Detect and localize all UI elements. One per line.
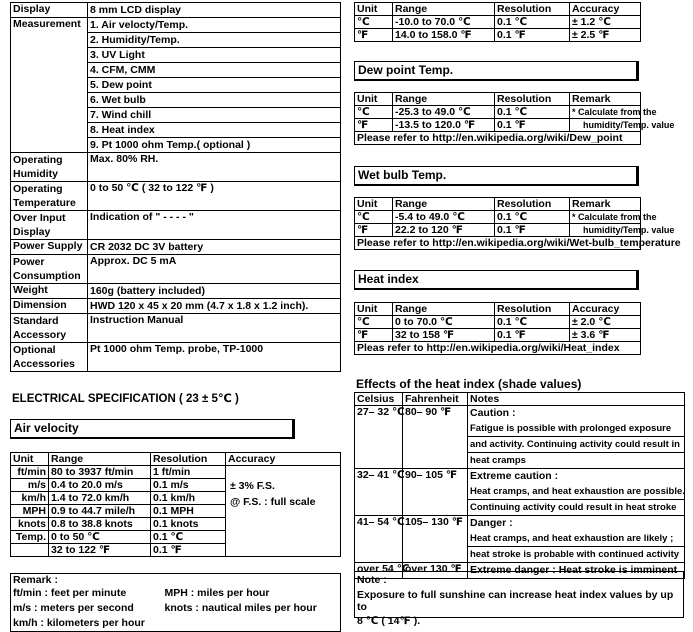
table-cell: ± 2.5 ℉ xyxy=(570,29,641,42)
table-cell: ℃ xyxy=(355,211,393,224)
table-cell: humidity/Temp. value xyxy=(570,224,641,237)
table-cell: 0.1 ℃ xyxy=(495,316,570,329)
spec-value: 2. Humidity/Temp. xyxy=(88,33,341,48)
spec-value: 8. Heat index xyxy=(88,123,341,138)
table-cell: ft/min xyxy=(11,466,49,479)
spec-label: Operating Humidity xyxy=(11,153,88,182)
table-cell: -13.5 to 120.0 ℉ xyxy=(393,119,495,132)
remark-row xyxy=(11,601,341,616)
table-cell: humidity/Temp. value xyxy=(570,119,641,132)
heat-index-title: Heat index xyxy=(354,270,639,290)
table-row xyxy=(355,16,641,29)
table-cell: 0.1 MPH xyxy=(151,505,226,518)
table-cell: 0.1 ℉ xyxy=(495,29,570,42)
spec-row xyxy=(11,182,341,211)
table-cell: 0.1 ℉ xyxy=(495,119,570,132)
fahrenheit-cell: 80– 90 ℉ xyxy=(403,406,468,469)
spec-value: Instruction Manual xyxy=(88,314,341,343)
table-cell: ℉ xyxy=(355,224,393,237)
spec-label: Display xyxy=(11,3,88,18)
dew-point-title: Dew point Temp. xyxy=(354,61,639,81)
remark-text: MPH : miles per hour xyxy=(164,587,270,599)
accuracy-cell xyxy=(226,466,341,557)
reference-link-text: Please refer to http://en.wikipedia.org/wiki/Dew_point xyxy=(355,132,641,145)
spec-value: Approx. DC 5 mA xyxy=(88,255,341,284)
table-cell: ℃ xyxy=(355,316,393,329)
spec-value: 0 to 50 ℃ ( 32 to 122 ℉ ) xyxy=(88,182,341,211)
column-header: Accuracy xyxy=(570,3,641,16)
spec-value: HWD 120 x 45 x 20 mm (4.7 x 1.8 x 1.2 inch). xyxy=(88,299,341,314)
table-cell: -10.0 to 70.0 ℃ xyxy=(393,16,495,29)
table-cell: 0.1 ℃ xyxy=(151,531,226,544)
reference-link-text: Pleas refer to http://en.wikipedia.org/wiki/Heat_index xyxy=(355,342,641,355)
spec-value: 4. CFM, CMM xyxy=(88,63,341,78)
spec-value: Indication of " - - - - " xyxy=(88,211,341,240)
spec-value: CR 2032 DC 3V battery xyxy=(88,240,341,255)
effects-note-label: Note : xyxy=(357,574,387,586)
table-cell: 0.1 ℉ xyxy=(495,329,570,342)
table-cell: knots xyxy=(11,518,49,531)
table-cell: 32 to 158 ℉ xyxy=(393,329,495,342)
spec-value: 7. Wind chill xyxy=(88,108,341,123)
effects-note xyxy=(354,571,684,627)
table-cell: MPH xyxy=(11,505,49,518)
column-header: Unit xyxy=(11,453,49,466)
table-cell: 1.4 to 72.0 km/h xyxy=(49,492,151,505)
note-heading: Extreme caution : xyxy=(470,470,559,482)
column-header: Resolution xyxy=(151,453,226,466)
table-cell: * Calculate from the xyxy=(570,106,641,119)
table-row xyxy=(355,329,641,342)
note-line: heat cramps xyxy=(470,455,526,466)
notes-cell xyxy=(468,406,685,469)
header-row xyxy=(355,93,641,106)
spec-row xyxy=(11,314,341,343)
table-row xyxy=(355,316,641,329)
reference-link-text: Please refer to http://en.wikipedia.org/wiki/Wet-bulb_temperature xyxy=(355,237,641,250)
table-cell: 0.1 ℉ xyxy=(495,224,570,237)
remark-label: Remark : xyxy=(13,574,58,586)
notes-cell xyxy=(468,469,685,516)
table-cell: m/s xyxy=(11,479,49,492)
spec-value: Max. 80% RH. xyxy=(88,153,341,182)
fahrenheit-cell: 90– 105 ℉ xyxy=(403,469,468,516)
table-cell: ℃ xyxy=(355,16,393,29)
column-header: Remark xyxy=(570,93,641,106)
note-line: and activity. Continuing activity could result in xyxy=(468,437,684,453)
effects-note-line-2: 8 ℃ ( 14℉ ). xyxy=(357,615,421,627)
refer-row xyxy=(355,132,641,145)
table-cell: 32 to 122 ℉ xyxy=(49,544,151,557)
remark-text: m/s : meters per second xyxy=(13,602,134,614)
table-cell: ± 3.6 ℉ xyxy=(570,329,641,342)
celsius-cell: over 54 ℃ xyxy=(355,563,403,579)
header-row xyxy=(355,3,641,16)
column-header: Accuracy xyxy=(226,453,341,466)
column-header: Unit xyxy=(355,3,393,16)
table-cell: 0.1 ℃ xyxy=(495,16,570,29)
table-row xyxy=(355,119,641,132)
temp-table xyxy=(354,2,641,42)
table-cell: 0.1 ℉ xyxy=(151,544,226,557)
table-cell: 0.1 knots xyxy=(151,518,226,531)
table-cell: 14.0 to 158.0 ℉ xyxy=(393,29,495,42)
refer-row xyxy=(355,342,641,355)
notes-cell xyxy=(468,516,685,563)
spec-value: 8 mm LCD display xyxy=(88,3,341,18)
note-heading: Extreme danger : Heat stroke is imminent xyxy=(470,564,678,576)
spec-value: 3. UV Light xyxy=(88,48,341,63)
note-line: Heat cramps, and heat exhaustion are possible. xyxy=(468,484,684,500)
table-cell: 0.1 m/s xyxy=(151,479,226,492)
accuracy-value: ± 3% F.S. xyxy=(230,480,275,492)
note-line: Continuing activity could result in heat stroke xyxy=(470,502,677,513)
wet-bulb-title: Wet bulb Temp. xyxy=(354,166,639,186)
column-header: Resolution xyxy=(495,198,570,211)
accuracy-note: @ F.S. : full scale xyxy=(230,496,316,508)
column-header: Accuracy xyxy=(570,303,641,316)
fahrenheit-cell: 105– 130 ℉ xyxy=(403,516,468,563)
table-cell: ℉ xyxy=(355,119,393,132)
note-heading: Caution : xyxy=(470,407,516,419)
column-header: Range xyxy=(393,303,495,316)
spec-label: Power Supply xyxy=(11,240,88,255)
air-velocity-table xyxy=(10,452,341,557)
table-cell xyxy=(11,544,49,557)
spec-row xyxy=(11,284,341,299)
column-header: Celsius xyxy=(355,393,403,406)
table-cell: 1 ft/min xyxy=(151,466,226,479)
table-cell: 0.9 to 44.7 mile/h xyxy=(49,505,151,518)
header-row xyxy=(355,393,685,406)
table-cell: 0.1 km/h xyxy=(151,492,226,505)
table-row xyxy=(355,224,641,237)
air-velocity-title: Air velocity xyxy=(10,419,295,439)
effects-title: Effects of the heat index (shade values) xyxy=(356,377,582,391)
column-header: Resolution xyxy=(495,93,570,106)
spec-value: 9. Pt 1000 ohm Temp.( optional ) xyxy=(88,138,341,153)
table-cell: 0.1 ℃ xyxy=(495,211,570,224)
column-header: Notes xyxy=(468,393,685,406)
spec-row xyxy=(11,240,341,255)
header-row xyxy=(11,453,341,466)
header-row xyxy=(355,198,641,211)
celsius-cell: 32– 41 ℃ xyxy=(355,469,403,516)
spec-label: Power Consumption xyxy=(11,255,88,284)
table-cell: ± 1.2 ℃ xyxy=(570,16,641,29)
celsius-cell: 41– 54 ℃ xyxy=(355,516,403,563)
table-cell: km/h xyxy=(11,492,49,505)
spec-value: Pt 1000 ohm Temp. probe, TP-1000 xyxy=(88,343,341,372)
spec-label: Dimension xyxy=(11,299,88,314)
spec-label: Measurement xyxy=(11,18,88,153)
electrical-spec-heading: ELECTRICAL SPECIFICATION ( 23 ± 5℃ ) xyxy=(12,393,239,405)
table-row xyxy=(355,211,641,224)
column-header: Range xyxy=(393,3,495,16)
air-velocity-remarks xyxy=(10,573,341,632)
spec-label: Optional Accessories xyxy=(11,343,88,372)
spec-row xyxy=(11,3,341,18)
column-header: Unit xyxy=(355,198,393,211)
table-row xyxy=(11,466,341,479)
remark-text xyxy=(163,616,341,632)
effects-row xyxy=(355,406,685,469)
table-cell: -25.3 to 49.0 ℃ xyxy=(393,106,495,119)
table-cell: 0 to 50 ℃ xyxy=(49,531,151,544)
table-cell: ℉ xyxy=(355,329,393,342)
table-cell: 80 to 3937 ft/min xyxy=(49,466,151,479)
effects-table xyxy=(354,392,685,579)
table-cell: 0.8 to 38.8 knots xyxy=(49,518,151,531)
spec-row xyxy=(11,211,341,240)
header-row xyxy=(355,303,641,316)
table-cell: * Calculate from the xyxy=(570,211,641,224)
spec-value: 160g (battery included) xyxy=(88,284,341,299)
column-header: Range xyxy=(393,93,495,106)
note-line: heat stroke is probable with continued activity xyxy=(470,549,680,560)
table-cell: 22.2 to 120 ℉ xyxy=(393,224,495,237)
spec-row xyxy=(11,153,341,182)
remark-text: knots : nautical miles per hour xyxy=(164,602,317,614)
table-cell: 0.4 to 20.0 m/s xyxy=(49,479,151,492)
spec-label: Weight xyxy=(11,284,88,299)
fahrenheit-cell: over 130 ℉ xyxy=(403,563,468,579)
wet-bulb-table xyxy=(354,197,681,250)
table-cell: -5.4 to 49.0 ℃ xyxy=(393,211,495,224)
table-cell: Temp. xyxy=(11,531,49,544)
remark-text: ft/min : feet per minute xyxy=(13,587,127,599)
table-cell: ℉ xyxy=(355,29,393,42)
spec-label: Operating Temperature xyxy=(11,182,88,211)
column-header: Remark xyxy=(570,198,641,211)
table-row xyxy=(355,106,641,119)
heat-index-table xyxy=(354,302,641,355)
spec-row xyxy=(11,18,341,33)
remark-row xyxy=(11,574,341,587)
celsius-cell: 27– 32 ℃ xyxy=(355,406,403,469)
spec-value: 1. Air velocty/Temp. xyxy=(88,18,341,33)
spec-label: Standard Accessory xyxy=(11,314,88,343)
note-heading: Danger : xyxy=(470,517,513,529)
remark-row xyxy=(11,616,341,632)
note-line: Heat cramps, and heat exhaustion are likely ; xyxy=(468,531,684,547)
spec-value: 5. Dew point xyxy=(88,78,341,93)
effects-row xyxy=(355,516,685,563)
column-header: Unit xyxy=(355,303,393,316)
column-header: Unit xyxy=(355,93,393,106)
table-row xyxy=(355,29,641,42)
dew-point-table xyxy=(354,92,675,145)
column-header: Fahrenheit xyxy=(403,393,468,406)
table-cell: 0.1 ℃ xyxy=(495,106,570,119)
note-line: Fatigue is possible with prolonged exposure xyxy=(468,421,684,437)
remark-row xyxy=(11,586,341,601)
table-cell: ℃ xyxy=(355,106,393,119)
refer-row xyxy=(355,237,641,250)
table-cell: ± 2.0 ℃ xyxy=(570,316,641,329)
effects-note-line-1: Exposure to full sunshine can increase heat index values by up to xyxy=(357,589,674,613)
table-cell: 0 to 70.0 ℃ xyxy=(393,316,495,329)
column-header: Resolution xyxy=(495,303,570,316)
spec-row xyxy=(11,343,341,372)
spec-table xyxy=(10,2,341,372)
column-header: Range xyxy=(49,453,151,466)
spec-label: Over Input Display xyxy=(11,211,88,240)
column-header: Resolution xyxy=(495,3,570,16)
remark-text: km/h : kilometers per hour xyxy=(13,617,145,629)
effects-row xyxy=(355,469,685,516)
spec-row xyxy=(11,255,341,284)
spec-row xyxy=(11,299,341,314)
column-header: Range xyxy=(393,198,495,211)
spec-value: 6. Wet bulb xyxy=(88,93,341,108)
